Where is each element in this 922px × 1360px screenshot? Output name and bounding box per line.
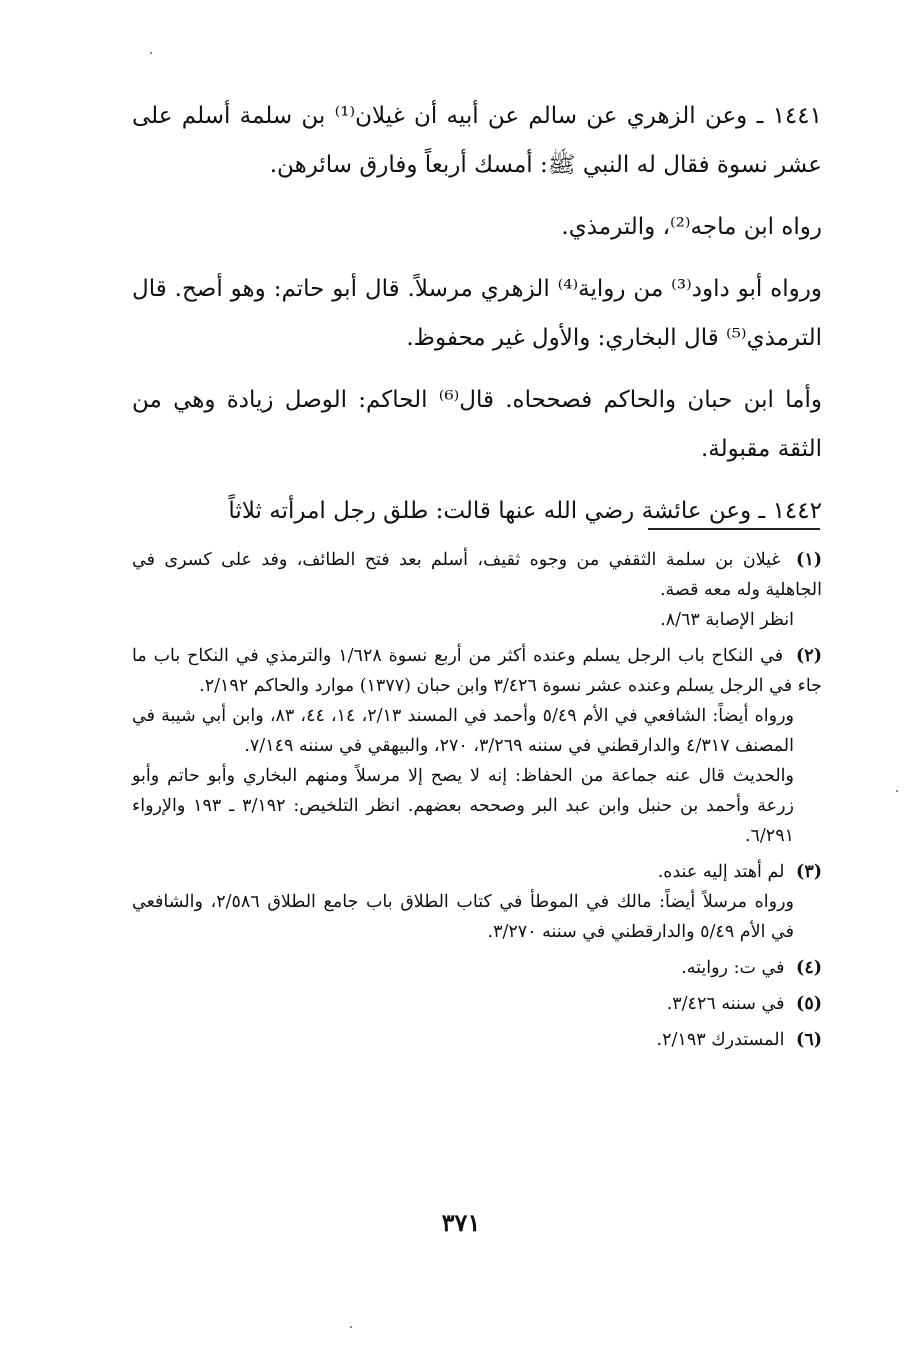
footnote-separator (648, 528, 820, 530)
footnote-number: (١) (796, 550, 822, 570)
footnote-number: (٥) (796, 994, 822, 1014)
hadith-1442: ١٤٤٢ ـ وعن عائشة رضي الله عنها قالت: طلق رجل امرأته ثلاثاً (228, 498, 822, 524)
footnote-text: انظر الإصابة ٨/٦٣. (660, 610, 794, 630)
footnote-number: (٣) (796, 862, 822, 882)
scan-speck (896, 790, 898, 792)
footnote-number: (٦) (796, 1030, 822, 1050)
footnote-1 (132, 545, 822, 635)
main-text (132, 92, 822, 549)
footnote-4 (132, 953, 822, 983)
footnote-5 (132, 989, 822, 1019)
hadith-1441-grading: وأما ابن حبان والحاكم فصححاه. قال⁽⁶⁾ الحاكم: الوصل زيادة وهي من الثقة مقبولة. (132, 387, 822, 462)
footnote-6 (132, 1025, 822, 1055)
footnote-text: في ت: روايته. (681, 958, 785, 978)
hadith-1441-narrators: رواه ابن ماجه⁽²⁾، والترمذي. (561, 214, 822, 240)
page-number: ٣٧١ (441, 1208, 481, 1237)
footnotes (132, 545, 822, 1061)
hadith-1441: ١٤٤١ ـ وعن الزهري عن سالم عن أبيه أن غيلان⁽¹⁾ بن سلمة أسلم على عشر نسوة فقال له النبي ﷺ: أمسك أربعاً وفارق سائرهن. (132, 103, 822, 178)
footnote-number: (٢) (796, 646, 822, 666)
footnote-3 (132, 857, 822, 947)
footnote-text: لم أهتد إليه عنده. (657, 862, 785, 882)
footnote-text: والحديث قال عنه جماعة من الحفاظ: إنه لا يصح إلا مرسلاً ومنهم البخاري وأبو حاتم وأبو زرعة وأحمد بن حنبل وابن عبد البر وصححه بعضهم. انظر التلخيص: ٣/١٩٢ ـ ١٩٣ والإرواء ٦/٢٩١. (132, 766, 794, 846)
scan-speck (150, 52, 152, 54)
scan-speck (350, 1326, 352, 1328)
footnote-text: في النكاح باب الرجل يسلم وعنده أكثر من أربع نسوة ١/٦٢٨ والترمذي في النكاح باب ما جاء في الرجل يسلم وعنده عشر نسوة ٣/٤٢٦ وابن حبان (١٣٧٧) موارد والحاكم ٢/١٩٢. (132, 646, 822, 696)
footnote-text: غيلان بن سلمة الثقفي من وجوه ثقيف، أسلم بعد فتح الطائف، وفد على كسرى في الجاهلية وله معه قصة. (132, 550, 822, 600)
footnote-number: (٤) (796, 958, 822, 978)
footnote-text: ورواه مرسلاً أيضاً: مالك في الموطأ في كتاب الطلاق باب جامع الطلاق ٢/٥٨٦، والشافعي في الأم ٥/٤٩ والدارقطني في سننه ٣/٢٧٠. (132, 892, 794, 942)
footnote-2 (132, 641, 822, 851)
hadith-1441-abu-dawud: ورواه أبو داود⁽³⁾ من رواية⁽⁴⁾ الزهري مرسلاً. قال أبو حاتم: وهو أصح. قال الترمذي⁽⁵⁾ قال البخاري: والأول غير محفوظ. (132, 276, 822, 351)
footnote-text: المستدرك ٢/١٩٣. (656, 1030, 785, 1050)
footnote-text: في سننه ٣/٤٢٦. (666, 994, 785, 1014)
footnote-text: ورواه أيضاً: الشافعي في الأم ٥/٤٩ وأحمد في المسند ٢/١٣، ١٤، ٤٤، ٨٣، وابن أبي شيبة في المصنف ٤/٣١٧ والدارقطني في سننه ٣/٢٦٩، ٢٧٠، والبيهقي في سننه ٧/١٤٩. (132, 706, 794, 756)
